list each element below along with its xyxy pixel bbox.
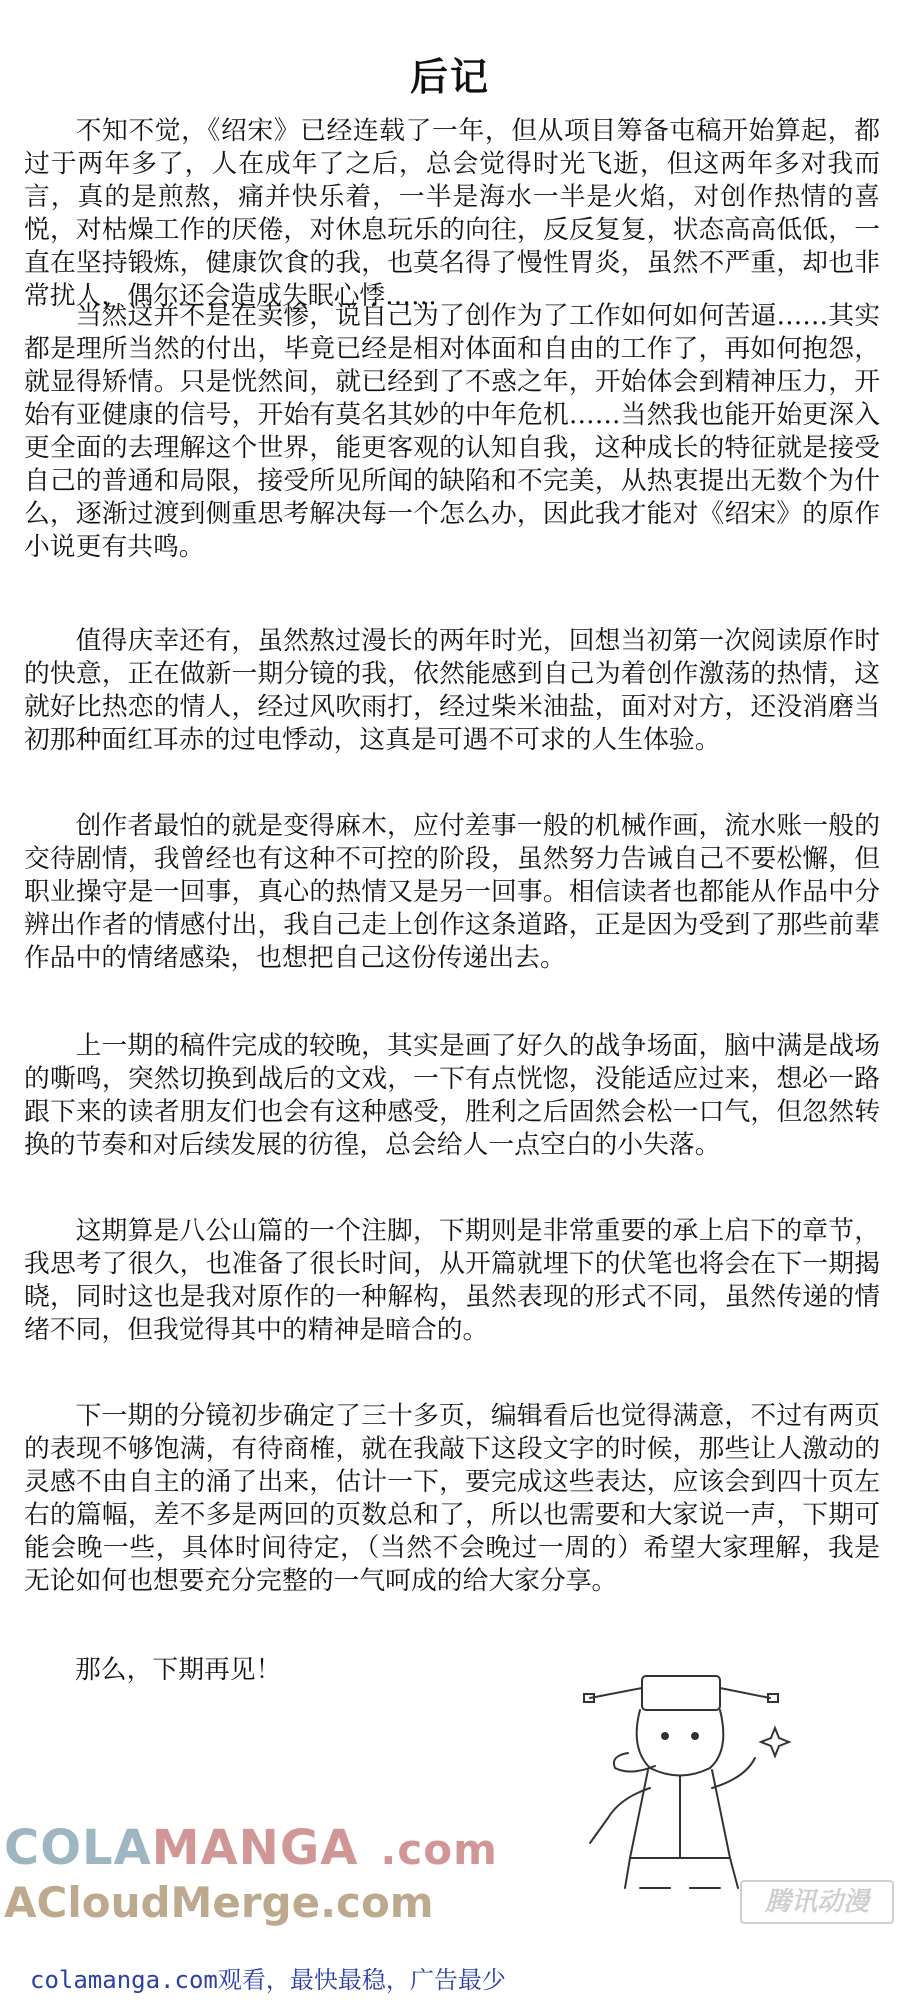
watermark-part-c: .com: [380, 1825, 498, 1874]
paragraph-7: 下一期的分镜初步确定了三十多页，编辑看后也觉得满意，不过有两页的表现不够饱满，有待商榷，就在我敲下这段文字的时候，那些让人激动的灵感不由自主的涌了出来，估计一下，要完成这些表达，应该会到四十页左右的篇幅，差不多是两回的页数总和了，所以也需要和大家说一声，下期可能会晚一些，具体时间待定，（当然不会晚过一周的）希望大家理解，我是无论如何也想要充分完整的一气呵成的给大家分享。: [24, 1401, 880, 1596]
closing-line: 那么，下期再见！: [75, 1655, 282, 1685]
mascot-illustration-icon: [570, 1658, 810, 1908]
paragraph-2: 当然这并不是在卖惨，说自己为了创作为了工作如何如何苦逼……其实都是理所当然的付出，毕竟已经是相对体面和自由的工作了，再如何抱怨，就显得矫情。只是恍然间，就已经到了不惑之年，开始体会到精神压力，开始有亚健康的信号，开始有莫名其妙的中年危机……当然我也能开始更深入更全面的去理解这个世界，能更客观的认知自我，这种成长的特征就是接受自己的普通和局限，接受所见所闻的缺陷和不完美，从热衷提出无数个为什么，逐渐过渡到侧重思考解决每一个怎么办，因此我才能对《绍宋》的原作小说更有共鸣。: [24, 301, 880, 562]
watermark-part-a: COLA: [4, 1820, 152, 1876]
watermark-part-b: MANGA: [151, 1820, 359, 1876]
tencent-comic-stamp: 腾讯动漫: [740, 1880, 894, 1924]
watermark-acloudmerge: ACloudMerge.com: [4, 1878, 434, 1927]
paragraph-5: 上一期的稿件完成的较晚，其实是画了好久的战争场面，脑中满是战场的嘶鸣，突然切换到战后的文戏，一下有点恍惚，没能适应过来，想必一路跟下来的读者朋友们也会有这种感受，胜利之后固然会松一口气，但忽然转换的节奏和对后续发展的彷徨，总会给人一点空白的小失落。: [24, 1031, 880, 1160]
paragraph-1: 不知不觉，《绍宋》已经连载了一年，但从项目筹备屯稿开始算起，都过于两年多了，人在成年了之后，总会觉得时光飞逝，但这两年多对我而言，真的是煎熬，痛并快乐着，一半是海水一半是火焰，对创作热情的喜悦，对枯燥工作的厌倦，对休息玩乐的向往，反反复复，状态高高低低，一直在坚持锻炼，健康饮食的我，也莫名得了慢性胃炎，虽然不严重，却也非常扰人，偶尔还会造成失眠心悸……: [24, 116, 880, 311]
footer-notice: colamanga.com观看，最快最稳，广告最少: [30, 1966, 506, 1994]
page-title: 后记: [409, 55, 490, 99]
paragraph-6: 这期算是八公山篇的一个注脚，下期则是非常重要的承上启下的章节，我思考了很久，也准备了很长时间，从开篇就埋下的伏笔也将会在下一期揭晓，同时这也是我对原作的一种解构，虽然表现的形式不同，虽然传递的情绪不同，但我觉得其中的精神是暗合的。: [24, 1216, 880, 1345]
paragraph-4: 创作者最怕的就是变得麻木，应付差事一般的机械作画，流水账一般的交待剧情，我曾经也有这种不可控的阶段，虽然努力告诫自己不要松懈，但职业操守是一回事，真心的热情又是另一回事。相信读者也都能从作品中分辨出作者的情感付出，我自己走上创作这条道路，正是因为受到了那些前辈作品中的情绪感染，也想把自己这份传递出去。: [24, 811, 880, 973]
paragraph-3: 值得庆幸还有，虽然熬过漫长的两年时光，回想当初第一次阅读原作时的快意，正在做新一期分镜的我，依然能感到自己为着创作激荡的热情，这就好比热恋的情人，经过风吹雨打，经过柴米油盐，面对对方，还没消磨当初那种面红耳赤的过电悸动，这真是可遇不可求的人生体验。: [24, 626, 880, 755]
watermark-colamanga: [4, 1820, 498, 1876]
